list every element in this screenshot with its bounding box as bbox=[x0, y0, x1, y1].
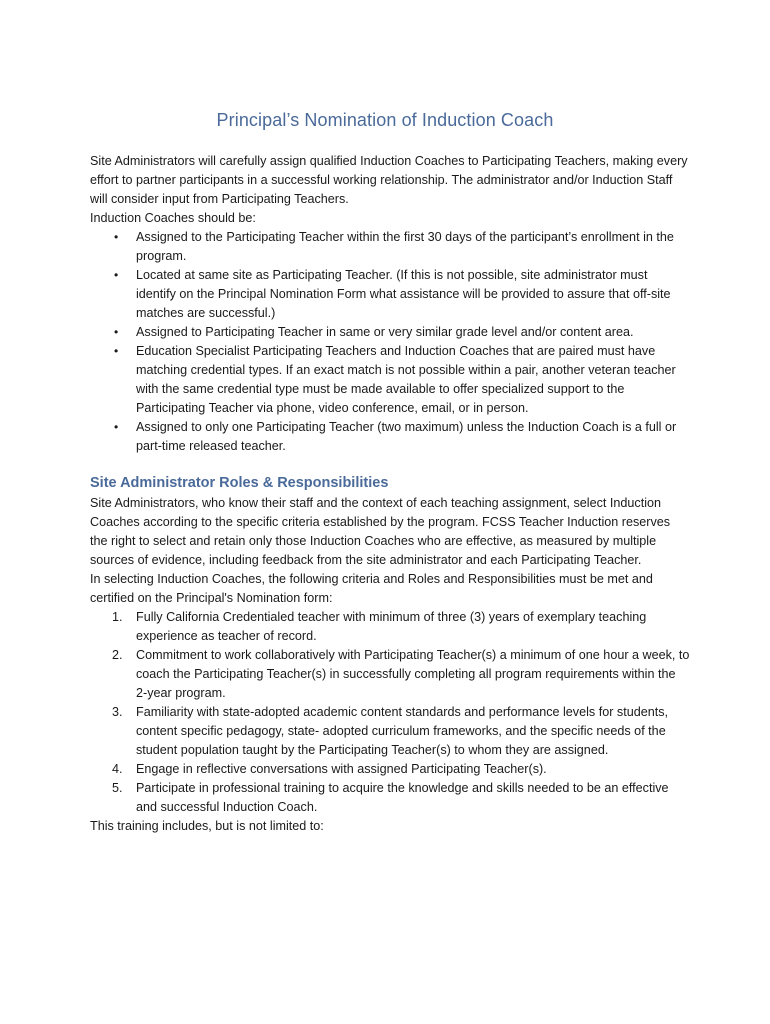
list-number: 1. bbox=[112, 610, 123, 624]
bullet-marker: • bbox=[114, 268, 119, 282]
section-paragraph: Site Administrators, who know their staff and the context of each teaching assignment, select Induction Coaches according to the specific criteria established by the program. FCSS Teacher Induction reserves the right to select and retain only those Induction Coaches who are effective, as measured by multiple sources of evidence, including feedback from the site administrator and each Participating Teacher. bbox=[90, 496, 671, 567]
list-item-text: Assigned to the Participating Teacher within the first 30 days of the participant’s enrollment in the program. bbox=[136, 230, 674, 263]
list-item bbox=[90, 266, 690, 323]
list-item-text: Fully California Credentialed teacher with minimum of three (3) years of exemplary teaching experience as teacher of record. bbox=[136, 610, 647, 643]
list-item bbox=[90, 646, 690, 703]
list-item-text: Located at same site as Participating Teacher. (If this is not possible, site administrator must identify on the Principal Nomination Form what assistance will be provided to assure that off-site matches are successful.) bbox=[136, 268, 671, 320]
list-item-text: Familiarity with state-adopted academic content standards and performance levels for students, content specific pedagogy, state- adopted curriculum frameworks, and the specific needs of the student population taught by the Participating Teacher(s) to whom they are assigned. bbox=[136, 705, 669, 757]
criteria-list bbox=[90, 608, 690, 817]
list-item-text: Participate in professional training to acquire the knowledge and skills needed to be an effective and successful Induction Coach. bbox=[136, 781, 669, 814]
list-item bbox=[90, 608, 690, 646]
list-item-text: Assigned to only one Participating Teacher (two maximum) unless the Induction Coach is a full or part-time released teacher. bbox=[136, 420, 677, 453]
list-number: 5. bbox=[112, 781, 123, 795]
list-item-text: Engage in reflective conversations with assigned Participating Teacher(s). bbox=[136, 762, 547, 776]
section-heading: Site Administrator Roles & Responsibilities bbox=[90, 475, 389, 491]
bullet-marker: • bbox=[114, 325, 119, 339]
list-item bbox=[90, 760, 690, 779]
list-number: 3. bbox=[112, 705, 123, 719]
list-item-text: Assigned to Participating Teacher in same or very similar grade level and/or content area. bbox=[136, 325, 634, 339]
document-title: Principal’s Nomination of Induction Coach bbox=[216, 110, 554, 130]
bullet-marker: • bbox=[114, 230, 119, 244]
list-number: 4. bbox=[112, 762, 123, 776]
list-item-text: Commitment to work collaboratively with Participating Teacher(s) a minimum of one hour a week, to coach the Participating Teacher(s) in successfully completing all program requirements within the 2-year program. bbox=[136, 648, 690, 700]
list-item bbox=[90, 418, 690, 456]
list-item bbox=[90, 342, 690, 418]
list-item-text: Education Specialist Participating Teachers and Induction Coaches that are paired must have matching credential types. If an exact match is not possible within a pair, another veteran teacher with the same credential type must be made available to offer specialized support to the Participating Teacher via phone, video conference, email, or in person. bbox=[136, 344, 676, 415]
list-item bbox=[90, 228, 690, 266]
criteria-intro: In selecting Induction Coaches, the following criteria and Roles and Responsibilities must be met and certified on the Principal's Nomination form: bbox=[90, 572, 653, 605]
bullet-marker: • bbox=[114, 344, 119, 358]
list-item bbox=[90, 323, 690, 342]
closing-line: This training includes, but is not limited to: bbox=[90, 819, 324, 833]
bullet-marker: • bbox=[114, 420, 119, 434]
list-item bbox=[90, 703, 690, 760]
intro-paragraph: Site Administrators will carefully assign qualified Induction Coaches to Participating Teachers, making every effort to partner participants in a successful working relationship. The administrator and/or Induction Staff will consider input from Participating Teachers. bbox=[90, 154, 688, 206]
list-number: 2. bbox=[112, 648, 123, 662]
document-body bbox=[90, 152, 690, 836]
should-be-line: Induction Coaches should be: bbox=[90, 211, 256, 225]
requirements-list bbox=[90, 228, 690, 456]
list-item bbox=[90, 779, 690, 817]
